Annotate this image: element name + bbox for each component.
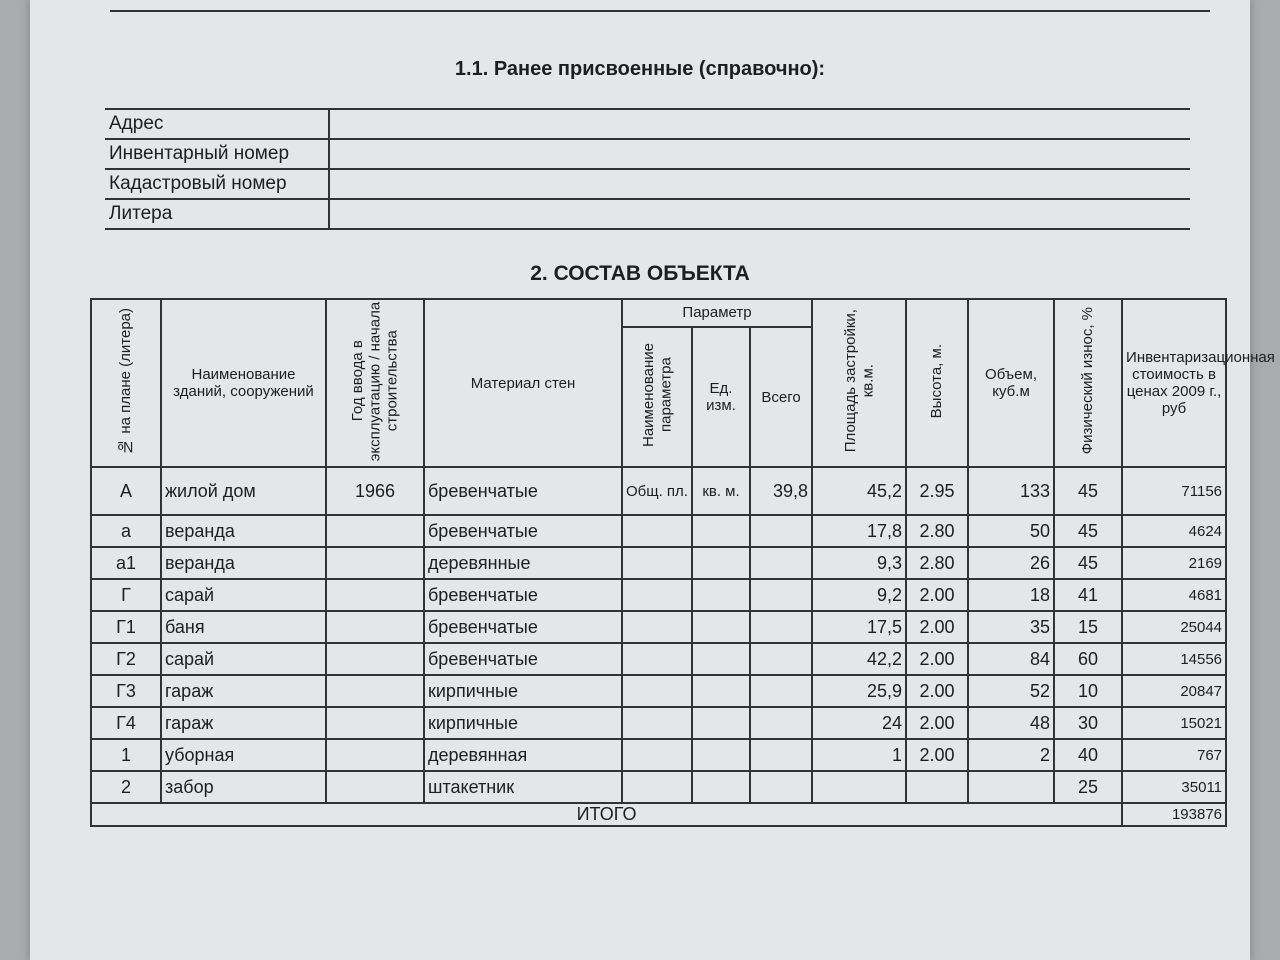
cell-cost: 20847: [1122, 675, 1226, 707]
cell-param-unit: кв. м.: [692, 467, 750, 515]
cell-cost: 35011: [1122, 771, 1226, 803]
cell-cost: 14556: [1122, 643, 1226, 675]
cell-param-name: [622, 515, 692, 547]
cell-material: бревенчатые: [424, 467, 622, 515]
header-param-total: Всего: [750, 327, 812, 467]
composition-table: [90, 298, 1275, 827]
cell-param-total: [750, 675, 812, 707]
cell-height: 2.00: [906, 611, 968, 643]
cell-wear: 30: [1054, 707, 1122, 739]
cell-param-name: [622, 771, 692, 803]
cell-height: 2.00: [906, 739, 968, 771]
cell-material: штакетник: [424, 771, 622, 803]
cell-param-unit: [692, 611, 750, 643]
cell-param-unit: [692, 515, 750, 547]
identifier-label: Адрес: [105, 109, 329, 139]
cell-wear: 45: [1054, 515, 1122, 547]
cell-cost: 767: [1122, 739, 1226, 771]
cell-num: а: [91, 515, 161, 547]
cell-height: 2.95: [906, 467, 968, 515]
cell-wear: 40: [1054, 739, 1122, 771]
cell-volume: 52: [968, 675, 1054, 707]
cell-height: 2.80: [906, 515, 968, 547]
cell-param-unit: [692, 579, 750, 611]
cell-material: бревенчатые: [424, 611, 622, 643]
cell-wear: 41: [1054, 579, 1122, 611]
cell-name: сарай: [161, 643, 326, 675]
cell-material: кирпичные: [424, 675, 622, 707]
cell-param-total: [750, 611, 812, 643]
cell-volume: 18: [968, 579, 1054, 611]
identifier-label: Литера: [105, 199, 329, 229]
cell-num: А: [91, 467, 161, 515]
previous-identifiers-table: [105, 108, 1190, 230]
cell-material: деревянная: [424, 739, 622, 771]
header-height: Высота, м.: [906, 299, 968, 467]
cell-param-unit: [692, 547, 750, 579]
cell-param-total: [750, 579, 812, 611]
cell-year: [326, 707, 424, 739]
identifier-row: [105, 139, 1190, 169]
cell-height: 2.00: [906, 579, 968, 611]
cell-year: [326, 579, 424, 611]
cell-area: 17,5: [812, 611, 906, 643]
cell-num: 2: [91, 771, 161, 803]
identifier-value: [329, 199, 1190, 229]
cell-param-name: [622, 739, 692, 771]
identifier-label: Кадастровый номер: [105, 169, 329, 199]
cell-param-unit: [692, 675, 750, 707]
identifier-value: [329, 109, 1190, 139]
total-label: ИТОГО: [91, 803, 1122, 826]
cell-height: 2.00: [906, 707, 968, 739]
cell-num: Г3: [91, 675, 161, 707]
section-prev-title: 1.1. Ранее присвоенные (справочно):: [454, 58, 826, 80]
section-composition-title: 2. СОСТАВ ОБЪЕКТА: [530, 262, 750, 285]
header-area: Площадь застройки, кв.м.: [812, 299, 906, 467]
cell-material: бревенчатые: [424, 515, 622, 547]
cell-area: 1: [812, 739, 906, 771]
header-param: Параметр: [622, 299, 812, 327]
cell-volume: 133: [968, 467, 1054, 515]
cell-cost: 4681: [1122, 579, 1226, 611]
cell-volume: 50: [968, 515, 1054, 547]
cell-param-total: [750, 643, 812, 675]
table-row: [91, 707, 1226, 739]
cell-material: бревенчатые: [424, 579, 622, 611]
cell-num: Г: [91, 579, 161, 611]
cell-year: [326, 739, 424, 771]
cell-area: 9,2: [812, 579, 906, 611]
header-year: Год ввода в эксплуатацию / начала строительства: [326, 299, 424, 467]
cell-height: 2.00: [906, 675, 968, 707]
cell-year: [326, 611, 424, 643]
cell-volume: 26: [968, 547, 1054, 579]
cell-height: 2.00: [906, 643, 968, 675]
cell-name: веранда: [161, 547, 326, 579]
identifier-row: [105, 169, 1190, 199]
cell-param-total: [750, 547, 812, 579]
cell-volume: [968, 771, 1054, 803]
cell-volume: 35: [968, 611, 1054, 643]
cell-year: [326, 771, 424, 803]
cell-area: 45,2: [812, 467, 906, 515]
cell-cost: 2169: [1122, 547, 1226, 579]
identifier-row: [105, 109, 1190, 139]
header-volume: Объем, куб.м: [968, 299, 1054, 467]
cell-wear: 10: [1054, 675, 1122, 707]
cell-param-name: [622, 643, 692, 675]
cell-year: 1966: [326, 467, 424, 515]
cell-material: бревенчатые: [424, 643, 622, 675]
identifier-value: [329, 139, 1190, 169]
top-rule: [110, 10, 1210, 12]
cell-name: жилой дом: [161, 467, 326, 515]
cell-height: [906, 771, 968, 803]
header-wear: Физический износ, %: [1054, 299, 1122, 467]
cell-area: 42,2: [812, 643, 906, 675]
cell-num: Г4: [91, 707, 161, 739]
cell-area: 25,9: [812, 675, 906, 707]
table-row: [91, 467, 1226, 515]
cell-volume: 84: [968, 643, 1054, 675]
cell-param-unit: [692, 771, 750, 803]
header-name: Наименование зданий, сооружений: [161, 299, 326, 467]
cell-num: 1: [91, 739, 161, 771]
table-row: [91, 643, 1226, 675]
cell-wear: 15: [1054, 611, 1122, 643]
identifier-value: [329, 169, 1190, 199]
identifier-row: [105, 199, 1190, 229]
cell-height: 2.80: [906, 547, 968, 579]
cell-year: [326, 515, 424, 547]
cell-num: а1: [91, 547, 161, 579]
cell-volume: 2: [968, 739, 1054, 771]
table-row: [91, 739, 1226, 771]
cell-name: гараж: [161, 675, 326, 707]
table-row: [91, 515, 1226, 547]
cell-name: сарай: [161, 579, 326, 611]
cell-material: кирпичные: [424, 707, 622, 739]
header-material: Материал стен: [424, 299, 622, 467]
cell-name: баня: [161, 611, 326, 643]
header-param-name: Наименование параметра: [622, 327, 692, 467]
cell-name: уборная: [161, 739, 326, 771]
cell-cost: 4624: [1122, 515, 1226, 547]
cell-name: веранда: [161, 515, 326, 547]
header-param-unit: Ед. изм.: [692, 327, 750, 467]
total-cost: 193876: [1122, 803, 1226, 826]
document-sheet: [30, 0, 1275, 960]
cell-year: [326, 675, 424, 707]
table-row: [91, 675, 1226, 707]
header-num: № на плане (литера): [91, 299, 161, 467]
table-row: [91, 611, 1226, 643]
cell-num: Г1: [91, 611, 161, 643]
cell-param-name: [622, 611, 692, 643]
cell-cost: 25044: [1122, 611, 1226, 643]
cell-volume: 48: [968, 707, 1054, 739]
cell-param-total: [750, 515, 812, 547]
cell-wear: 45: [1054, 547, 1122, 579]
identifier-label: Инвентарный номер: [105, 139, 329, 169]
cell-wear: 60: [1054, 643, 1122, 675]
cell-material: деревянные: [424, 547, 622, 579]
cell-cost: 71156: [1122, 467, 1226, 515]
cell-param-unit: [692, 643, 750, 675]
cell-param-name: [622, 547, 692, 579]
cell-wear: 25: [1054, 771, 1122, 803]
cell-param-unit: [692, 707, 750, 739]
cell-num: Г2: [91, 643, 161, 675]
cell-param-name: [622, 675, 692, 707]
cell-cost: 15021: [1122, 707, 1226, 739]
cell-wear: 45: [1054, 467, 1122, 515]
cell-area: [812, 771, 906, 803]
cell-year: [326, 643, 424, 675]
cell-name: забор: [161, 771, 326, 803]
table-row: [91, 771, 1226, 803]
cell-param-total: [750, 739, 812, 771]
table-row: [91, 579, 1226, 611]
cell-param-total: [750, 771, 812, 803]
header-cost: Инвентаризационная стоимость в ценах 2009 г., руб: [1122, 299, 1226, 467]
table-row: [91, 547, 1226, 579]
cell-param-total: [750, 707, 812, 739]
cell-area: 24: [812, 707, 906, 739]
cell-param-name: [622, 707, 692, 739]
cell-area: 9,3: [812, 547, 906, 579]
cell-param-unit: [692, 739, 750, 771]
cell-area: 17,8: [812, 515, 906, 547]
cell-param-total: 39,8: [750, 467, 812, 515]
cell-param-name: Общ. пл.: [622, 467, 692, 515]
cell-name: гараж: [161, 707, 326, 739]
cell-param-name: [622, 579, 692, 611]
cell-year: [326, 547, 424, 579]
